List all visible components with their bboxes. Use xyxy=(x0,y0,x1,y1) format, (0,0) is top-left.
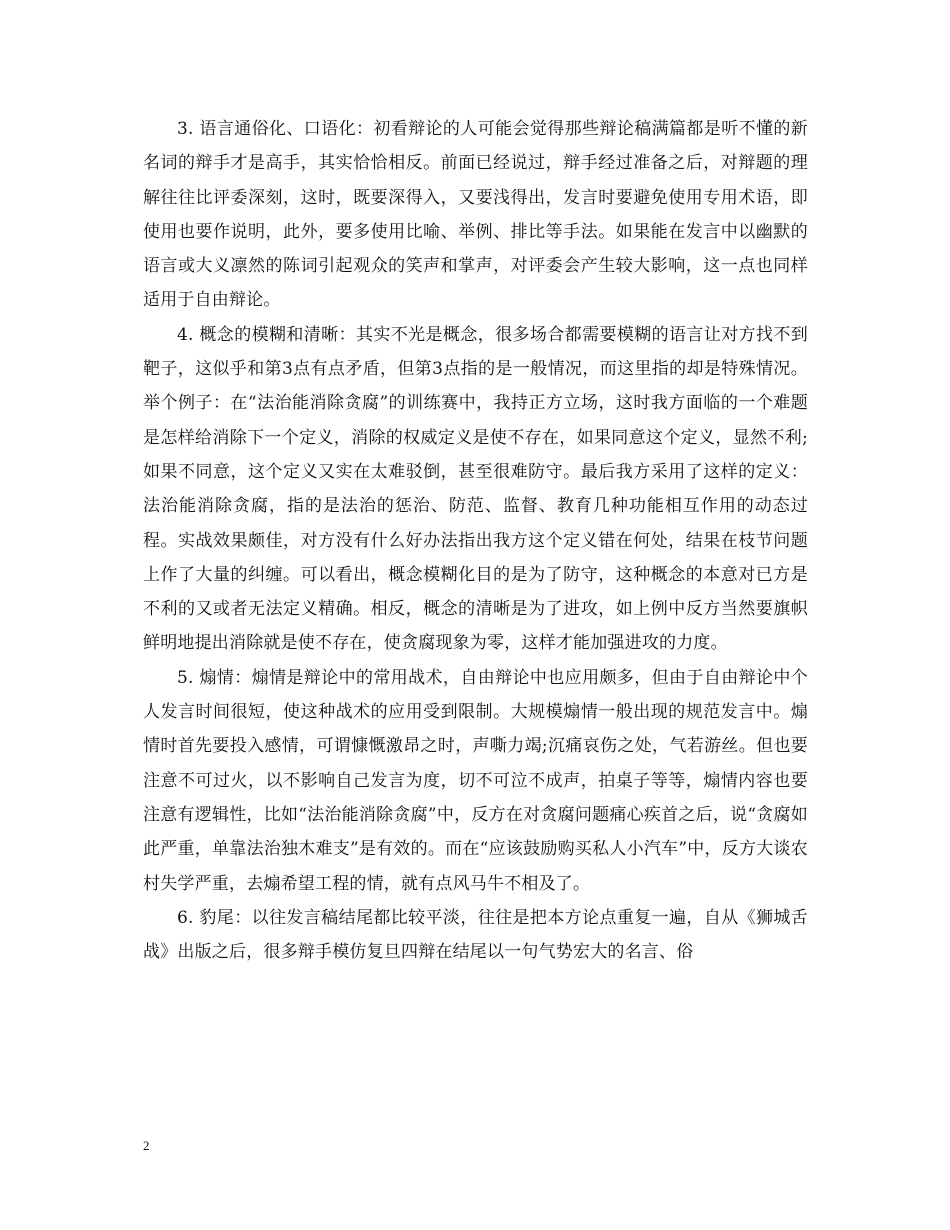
paragraph-point-3: 3. 语言通俗化、口语化：初看辩论的人可能会觉得那些辩论稿满篇都是听不懂的新名词的辩手才是高手，其实恰恰相反。前面已经说过，辩手经过准备之后，对辩题的理解往往比评委深刻，这时，既要深得入，又要浅得出，发言时要避免使用专用术语，即使用也要作说明，此外，要多使用比喻、举例、排比等手法。如果能在发言中以幽默的语言或大义凛然的陈词引起观众的笑声和掌声，对评委会产生较大影响，这一点也同样适用于自由辩论。 xyxy=(143,119,808,311)
page-number: 2 xyxy=(143,1138,150,1153)
paragraph-point-4: 4. 概念的模糊和清晰：其实不光是概念，很多场合都需要模糊的语言让对方找不到靶子，这似乎和第3点有点矛盾，但第3点指的是一般情况，而这里指的却是特殊情况。举个例子：在“法治能消除贪腐”的训练赛中，我持正方立场，这时我方面临的一个难题是怎样给消除下一个定义，消除的权威定义是使不存在，如果同意这个定义，显然不利;如果不同意，这个定义又实在太难驳倒，甚至很难防守。最后我方采用了这样的定义：法治能消除贪腐，指的是法治的惩治、防范、监督、教育几种功能相互作用的动态过程。实战效果颇佳，对方没有什么好办法指出我方这个定义错在何处，结果在枝节问题上作了大量的纠缠。可以看出，概念模糊化目的是为了防守，这种概念的本意对已方是不利的又或者无法定义精确。相反，概念的清晰是为了进攻，如上例中反方当然要旗帜鲜明地提出消除就是使不存在，使贪腐现象为零，这样才能加强进攻的力度。 xyxy=(143,324,808,654)
document-body xyxy=(143,112,808,969)
paragraph-point-6: 6. 豹尾：以往发言稿结尾都比较平淡，往往是把本方论点重复一遍，自从《狮城舌战》出版之后，很多辩手模仿复旦四辩在结尾以一句气势宏大的名言、俗 xyxy=(143,907,808,963)
paragraph-point-5: 5. 煽情：煽情是辩论中的常用战术，自由辩论中也应用颇多，但由于自由辩论中个人发言时间很短，使这种战术的应用受到限制。大规模煽情一般出现的规范发言中。煽情时首先要投入感情，可谓慷慨激昂之时，声嘶力竭;沉痛哀伤之处，气若游丝。但也要注意不可过火，以不影响自己发言为度，切不可泣不成声，拍桌子等等，煽情内容也要注意有逻辑性，比如“法治能消除贪腐”中，反方在对贪腐问题痛心疾首之后，说“贪腐如此严重，单靠法治独木难支”是有效的。而在“应该鼓励购买私人小汽车”中，反方大谈农村失学严重，去煽希望工程的情，就有点风马牛不相及了。 xyxy=(143,667,808,894)
